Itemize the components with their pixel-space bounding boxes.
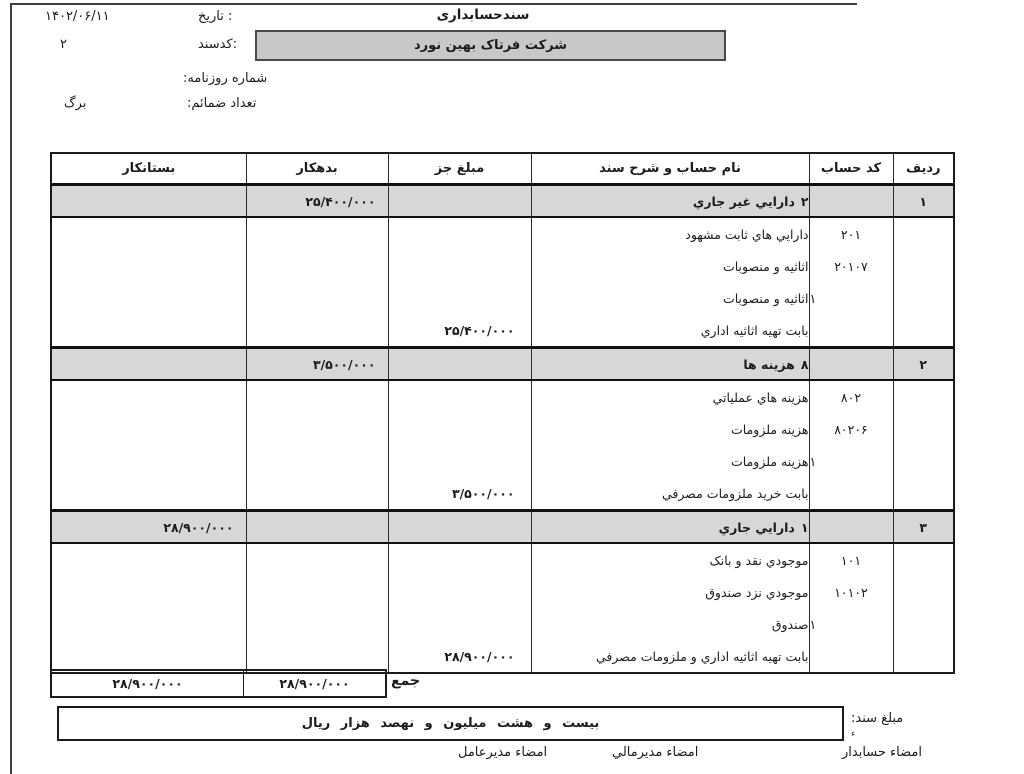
total-debit: ۲۸/۹۰۰/۰۰۰ xyxy=(243,671,385,696)
totals-row xyxy=(50,669,387,698)
cell-account-code xyxy=(809,477,893,511)
cell-account-name: اثاثيه و منصوبات xyxy=(531,282,809,314)
group-name: دارايي جاري xyxy=(718,519,795,535)
cell-description: بابت تهيه اثاثيه اداري xyxy=(531,314,809,348)
detail-row xyxy=(51,413,954,445)
detail-row xyxy=(51,380,954,413)
cell-row-number xyxy=(893,576,954,608)
group-name: دارايي غير جاري xyxy=(692,193,795,209)
cell-credit xyxy=(51,380,246,413)
cell-credit xyxy=(51,608,246,640)
cell-debit xyxy=(246,477,388,511)
detail-row xyxy=(51,576,954,608)
cell-partial-amount: ۲۵/۴۰۰/۰۰۰ xyxy=(388,314,531,348)
description-row xyxy=(51,314,954,348)
cell-row-number: ۲ xyxy=(893,348,954,381)
cell-group-name xyxy=(531,185,809,218)
cell-debit xyxy=(246,250,388,282)
date-label: تاریخ : xyxy=(198,9,233,24)
company-name-box xyxy=(255,30,726,61)
attachments-label: تعداد ضمائم: xyxy=(187,96,257,111)
cell-account-name: هزينه ملزومات xyxy=(531,413,809,445)
col-header-partial-amount: مبلغ جز xyxy=(388,153,531,185)
cell-account-code: ۸۰۲ xyxy=(809,380,893,413)
cell-partial-amount xyxy=(388,445,531,477)
cell-row-number xyxy=(893,477,954,511)
cell-credit xyxy=(51,543,246,576)
cell-account-code xyxy=(809,185,893,218)
cell-account-code: ۱ xyxy=(809,282,893,314)
cell-account-code xyxy=(809,511,893,544)
cell-group-name xyxy=(531,511,809,544)
detail-row xyxy=(51,445,954,477)
col-header-row: ردیف xyxy=(893,153,954,185)
col-header-account-name: نام حساب و شرح سند xyxy=(531,153,809,185)
signature-accountant: امضاء حسابدار xyxy=(842,745,922,760)
cell-debit xyxy=(246,217,388,250)
total-credit: ۲۸/۹۰۰/۰۰۰ xyxy=(112,676,183,691)
cell-row-number: ۱ xyxy=(893,185,954,218)
cell-account-name: صندوق xyxy=(531,608,809,640)
cell-debit xyxy=(246,282,388,314)
detail-row xyxy=(51,608,954,640)
totals-label: جمع xyxy=(391,673,421,689)
cell-account-code xyxy=(809,348,893,381)
voucher-table-wrap xyxy=(50,152,955,674)
cell-group-name xyxy=(531,348,809,381)
cell-debit xyxy=(246,413,388,445)
cell-debit xyxy=(246,543,388,576)
doc-code-value: ۲ xyxy=(60,37,67,52)
cell-account-code: ۲۰۱۰۷ xyxy=(809,250,893,282)
attachments-value: برگ xyxy=(64,96,87,111)
cell-partial-amount xyxy=(388,511,531,544)
cell-credit xyxy=(51,217,246,250)
description-row xyxy=(51,477,954,511)
cell-account-name: هزينه هاي عملياتي xyxy=(531,380,809,413)
cell-partial-amount xyxy=(388,282,531,314)
cell-row-number xyxy=(893,640,954,673)
cell-credit: ۲۸/۹۰۰/۰۰۰ xyxy=(51,511,246,544)
cell-credit xyxy=(51,250,246,282)
group-code: ۸ xyxy=(800,356,809,372)
cell-partial-amount xyxy=(388,380,531,413)
cell-row-number xyxy=(893,282,954,314)
group-code: ۱ xyxy=(800,519,809,535)
cell-credit xyxy=(51,185,246,218)
cell-account-name: موجودي نقد و بانک xyxy=(531,543,809,576)
group-code: ۲ xyxy=(800,193,809,209)
voucher-table xyxy=(50,152,955,674)
doc-code-label: کدسند: xyxy=(198,37,238,52)
detail-row xyxy=(51,250,954,282)
amount-in-words-box xyxy=(57,706,844,741)
cell-account-code xyxy=(809,640,893,673)
signature-financial-manager: امضاء مديرمالي xyxy=(612,745,699,760)
cell-credit xyxy=(51,314,246,348)
cell-partial-amount xyxy=(388,250,531,282)
cell-account-code xyxy=(809,314,893,348)
cell-debit xyxy=(246,576,388,608)
detail-row xyxy=(51,282,954,314)
cell-account-name: دارايي هاي ثابت مشهود xyxy=(531,217,809,250)
cell-account-code: ۱ xyxy=(809,608,893,640)
cell-row-number xyxy=(893,250,954,282)
cell-account-code: ۸۰۲۰۶ xyxy=(809,413,893,445)
cell-partial-amount xyxy=(388,608,531,640)
cell-account-code: ۱۰۱ xyxy=(809,543,893,576)
cell-credit xyxy=(51,445,246,477)
amount-label: مبلغ سند: xyxy=(851,711,904,726)
cell-row-number xyxy=(893,445,954,477)
cell-account-name: هزينه ملزومات xyxy=(531,445,809,477)
cell-credit xyxy=(51,477,246,511)
cell-row-number xyxy=(893,314,954,348)
cell-row-number: ۳ xyxy=(893,511,954,544)
journal-number-label: شماره روزنامه: xyxy=(183,71,268,86)
group-row xyxy=(51,185,954,218)
cell-account-name: اثاثيه و منصوبات xyxy=(531,250,809,282)
cell-account-code: ۱۰۱۰۲ xyxy=(809,576,893,608)
date-value: ۱۴۰۲/۰۶/۱۱ xyxy=(45,9,110,24)
group-row xyxy=(51,348,954,381)
group-row xyxy=(51,511,954,544)
col-header-credit: بستانکار xyxy=(51,153,246,185)
cell-row-number xyxy=(893,217,954,250)
cell-row-number xyxy=(893,543,954,576)
cell-debit xyxy=(246,445,388,477)
company-name: شرکت فرتاک بهین نورد xyxy=(413,38,568,53)
cell-credit xyxy=(51,413,246,445)
cell-debit: ۲۵/۴۰۰/۰۰۰ xyxy=(246,185,388,218)
cell-debit xyxy=(246,314,388,348)
page-border-left xyxy=(10,3,12,774)
cell-account-name: موجودي نزد صندوق xyxy=(531,576,809,608)
cell-credit xyxy=(51,576,246,608)
cell-debit xyxy=(246,608,388,640)
page-title: سندحسابداری xyxy=(436,7,530,23)
cell-partial-amount: ۳/۵۰۰/۰۰۰ xyxy=(388,477,531,511)
cell-partial-amount xyxy=(388,413,531,445)
cell-description: بابت خريد ملزومات مصرفي xyxy=(531,477,809,511)
col-header-debit: بدهکار xyxy=(246,153,388,185)
cell-debit: ۳/۵۰۰/۰۰۰ xyxy=(246,348,388,381)
cell-account-code: ۱ xyxy=(809,445,893,477)
cell-credit xyxy=(51,348,246,381)
cell-credit xyxy=(51,282,246,314)
detail-row xyxy=(51,543,954,576)
hamza-mark: ء xyxy=(851,729,856,739)
cell-account-code: ۲۰۱ xyxy=(809,217,893,250)
cell-debit xyxy=(246,380,388,413)
cell-partial-amount xyxy=(388,185,531,218)
table-header-row xyxy=(51,153,954,185)
detail-row xyxy=(51,217,954,250)
cell-partial-amount xyxy=(388,576,531,608)
amount-in-words: بيست و هشت ميليون و نهصد هزار ريال xyxy=(301,716,600,731)
cell-row-number xyxy=(893,413,954,445)
group-name: هزينه ها xyxy=(743,356,795,372)
cell-partial-amount xyxy=(388,348,531,381)
cell-partial-amount xyxy=(388,543,531,576)
cell-partial-amount xyxy=(388,217,531,250)
cell-debit xyxy=(246,511,388,544)
col-header-account-code: کد حساب xyxy=(809,153,893,185)
cell-description: بابت تهيه اثاثيه اداري و ملزومات مصرفي xyxy=(531,640,809,673)
signature-ceo: امضاء مديرعامل xyxy=(458,745,548,760)
cell-row-number xyxy=(893,608,954,640)
cell-row-number xyxy=(893,380,954,413)
page-border-top xyxy=(10,3,857,5)
cell-partial-amount: ۲۸/۹۰۰/۰۰۰ xyxy=(388,640,531,673)
